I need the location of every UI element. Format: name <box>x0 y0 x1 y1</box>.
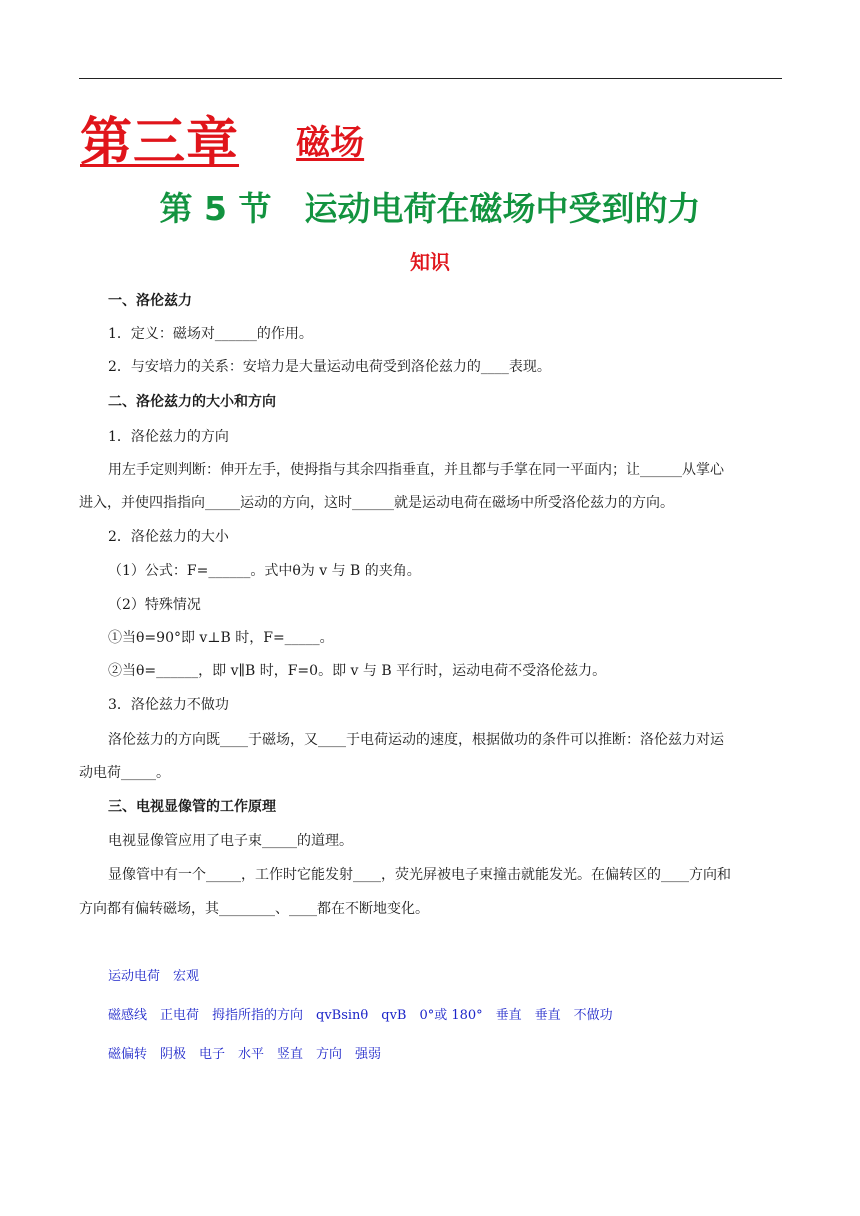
paragraph: （2）特殊情况 <box>108 597 201 613</box>
answer-line: 磁感线 正电荷 拇指所指的方向 qvBsinθ qvB 0°或 180° 垂直 垂直 不做功 <box>108 1008 613 1023</box>
paragraph: ①当θ=90°即 v⊥B 时，F=_____。 <box>108 630 334 646</box>
knowledge-label: 知识 <box>410 250 450 274</box>
paragraph: 用左手定则判断：伸开左手，使拇指与其余四指垂直，并且都与手掌在同一平面内；让______从掌心 <box>108 462 724 478</box>
paragraph: 进入，并使四指指向_____运动的方向，这时______就是运动电荷在磁场中所受洛伦兹力的方向。 <box>79 495 674 511</box>
answer-line: 磁偏转 阴极 电子 水平 竖直 方向 强弱 <box>108 1047 382 1062</box>
paragraph: 1．定义：磁场对______的作用。 <box>108 326 313 342</box>
paragraph: 方向都有偏转磁场，其________、____都在不断地变化。 <box>79 901 429 917</box>
heading-magnitude-direction: 二、洛伦兹力的大小和方向 <box>108 394 276 410</box>
paragraph: ②当θ=______，即 v∥B 时，F=0。即 v 与 B 平行时，运动电荷不受洛伦兹力。 <box>108 663 607 679</box>
paragraph: 2．洛伦兹力的大小 <box>108 529 229 545</box>
chapter-heading <box>80 100 364 175</box>
paragraph: 动电荷_____。 <box>79 765 170 781</box>
paragraph: 洛伦兹力的方向既____于磁场，又____于电荷运动的速度，根据做功的条件可以推断：洛伦兹力对运 <box>108 732 724 748</box>
paragraph: （1）公式：F=______。式中θ为 v 与 B 的夹角。 <box>108 563 421 579</box>
paragraph: 1．洛伦兹力的方向 <box>108 429 229 445</box>
section-title: 第 5 节 运动电荷在磁场中受到的力 <box>159 189 701 228</box>
answer-line: 运动电荷 宏观 <box>108 969 200 984</box>
heading-lorentz-force: 一、洛伦兹力 <box>108 293 192 309</box>
header-rule <box>79 78 782 79</box>
paragraph: 电视显像管应用了电子束_____的道理。 <box>108 833 353 849</box>
paragraph: 显像管中有一个_____，工作时它能发射____，荧光屏被电子束撞击就能发光。在偏转区的____方向和 <box>108 867 731 883</box>
chapter-name: 磁场 <box>296 123 365 163</box>
chapter-number: 第三章 <box>80 113 240 173</box>
paragraph: 3．洛伦兹力不做功 <box>108 697 229 713</box>
paragraph: 2．与安培力的关系：安培力是大量运动电荷受到洛伦兹力的____表现。 <box>108 359 551 375</box>
heading-tv-tube: 三、电视显像管的工作原理 <box>108 799 276 815</box>
